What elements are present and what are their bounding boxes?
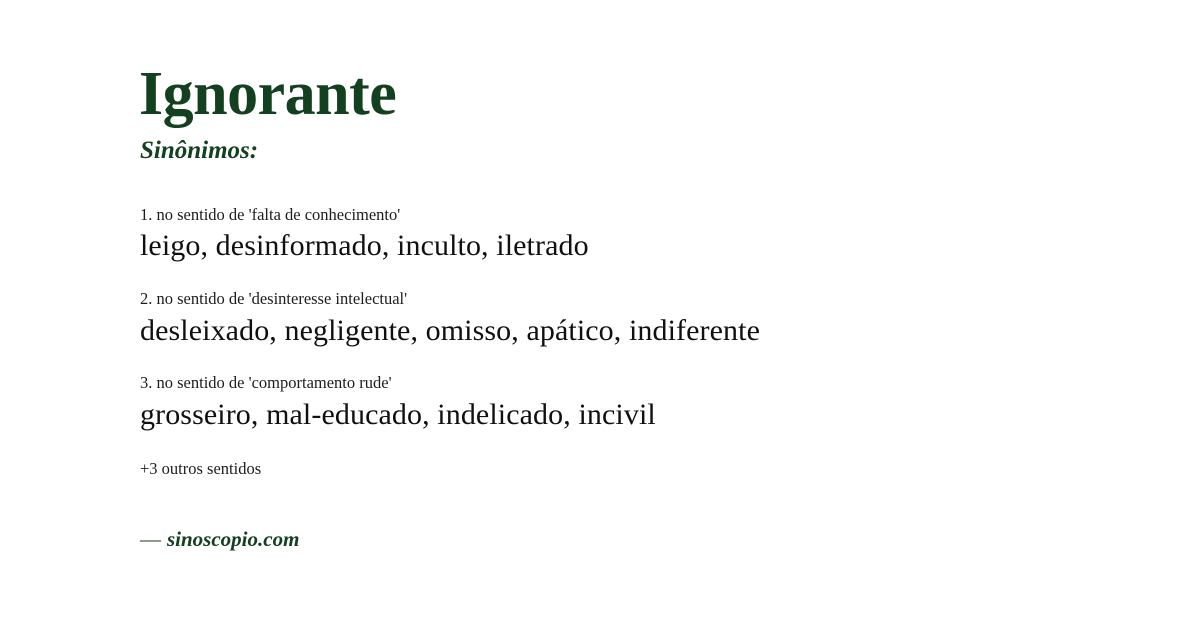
sense-synonyms: grosseiro, mal-educado, indelicado, incivil: [140, 397, 656, 431]
sense-label: 3. no sentido de 'comportamento rude': [140, 373, 392, 393]
sense-item: [139, 289, 1130, 349]
source-attribution: [140, 527, 1130, 552]
source-name: sinoscopio.com: [167, 527, 300, 552]
sense-synonyms: leigo, desinformado, inculto, iletrado: [140, 229, 589, 263]
sense-label: 1. no sentido de 'falta de conhecimento': [140, 204, 401, 224]
synonyms-subtitle: Sinônimos:: [140, 137, 259, 165]
em-dash: —: [140, 527, 161, 552]
page-title: Ignorante: [139, 60, 397, 128]
sense-synonyms: desleixado, negligente, omisso, apático, indiferente: [140, 313, 761, 347]
sense-label: 2. no sentido de 'desinteresse intelectual': [140, 288, 408, 308]
sense-item: [139, 373, 1130, 433]
more-senses-note: +3 outros sentidos: [140, 459, 262, 479]
senses-list: [139, 205, 1130, 434]
sense-item: [139, 205, 1130, 265]
